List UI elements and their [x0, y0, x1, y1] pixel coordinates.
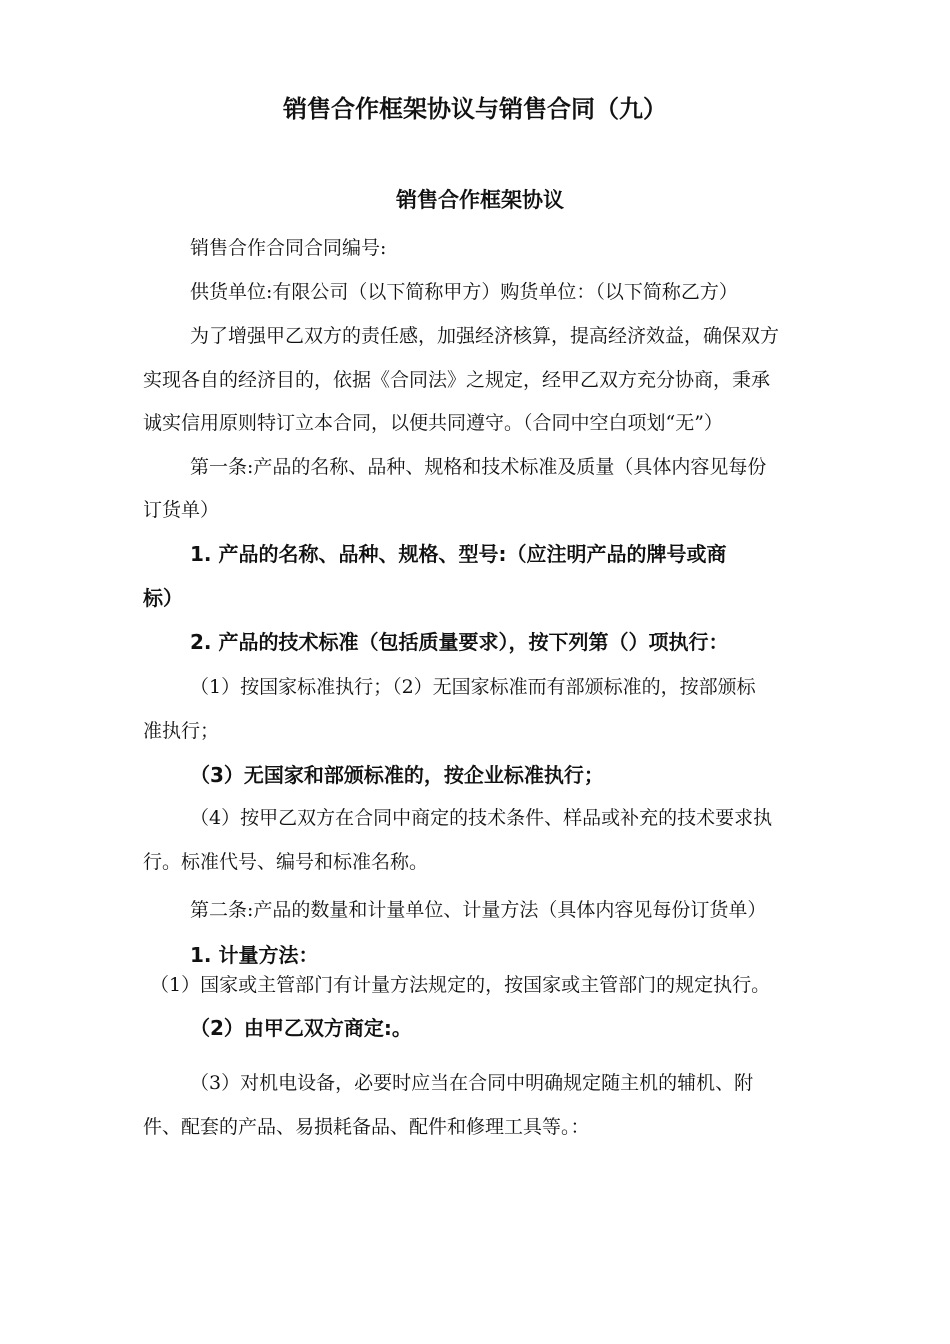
measure-item-1: （1）国家或主管部门有计量方法规定的，按国家或主管部门的规定执行。	[150, 974, 771, 996]
document-title: 销售合作框架协议与销售合同（九）	[283, 95, 667, 123]
item-2-line: 2. 产品的技术标准（包括质量要求），按下列第（）项执行：	[190, 630, 729, 654]
measure-item-2: （2）由甲乙双方商定:。	[190, 1016, 412, 1040]
standard-4-line-1: （4）按甲乙双方在合同中商定的技术条件、样品或补充的技术要求执	[190, 807, 773, 829]
item-1-line-2: 标）	[143, 586, 183, 610]
measure-item-3-line-1: （3）对机电设备，必要时应当在合同中明确规定随主机的辅机、附	[190, 1072, 754, 1094]
agreement-subtitle: 销售合作框架协议	[396, 188, 564, 212]
contract-number-line: 销售合作合同合同编号:	[190, 237, 387, 259]
measure-item-3-line-2: 件、配套的产品、易损耗备品、配件和修理工具等。：	[143, 1116, 590, 1138]
measure-heading: 1. 计量方法：	[190, 943, 319, 967]
article-2-line: 第二条:产品的数量和计量单位、计量方法（具体内容见每份订货单）	[190, 899, 767, 921]
purpose-line-2: 实现各自的经济目的，依据《合同法》之规定，经甲乙双方充分协商，秉承	[143, 369, 771, 391]
item-1-line-1: 1. 产品的名称、品种、规格、型号:（应注明产品的牌号或商	[190, 542, 727, 566]
article-1-line-1: 第一条:产品的名称、品种、规格和技术标准及质量（具体内容见每份	[190, 456, 767, 478]
standard-4-line-2: 行。标准代号、编号和标准名称。	[143, 851, 429, 873]
standard-1-2-line-2: 准执行；	[143, 720, 220, 742]
standard-3-line: （3）无国家和部颁标准的，按企业标准执行；	[190, 763, 604, 787]
article-1-line-2: 订货单）	[143, 499, 220, 521]
parties-line: 供货单位:有限公司（以下简称甲方）购货单位：（以下简称乙方）	[190, 281, 738, 303]
purpose-line-1: 为了增强甲乙双方的责任感，加强经济核算，提高经济效益，确保双方	[190, 325, 780, 347]
purpose-line-3: 诚实信用原则特订立本合同，以便共同遵守。（合同中空白项划“无”）	[143, 412, 723, 434]
standard-1-2-line-1: （1）按国家标准执行；（2）无国家标准而有部颁标准的，按部颁标	[190, 676, 756, 698]
